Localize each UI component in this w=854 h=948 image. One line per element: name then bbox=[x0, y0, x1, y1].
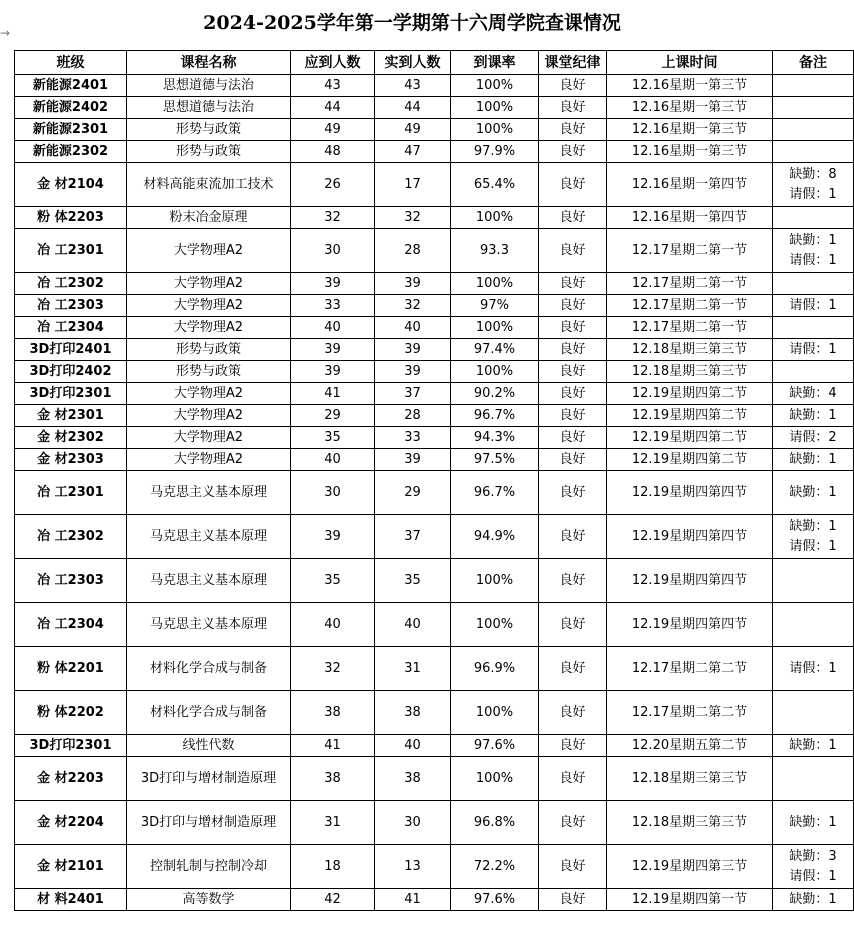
expected-cell: 39 bbox=[291, 339, 375, 361]
time-cell: 12.16星期一第四节 bbox=[607, 163, 773, 207]
discipline-cell: 良好 bbox=[539, 427, 607, 449]
note-line: 请假：1 bbox=[789, 186, 837, 202]
rate-cell: 100% bbox=[451, 75, 539, 97]
expected-cell: 38 bbox=[291, 691, 375, 735]
time-cell: 12.17星期二第一节 bbox=[607, 273, 773, 295]
time-cell: 12.17星期二第一节 bbox=[607, 295, 773, 317]
note-line: 请假：1 bbox=[789, 298, 837, 313]
actual-cell: 17 bbox=[375, 163, 451, 207]
discipline-cell: 良好 bbox=[539, 273, 607, 295]
note-cell bbox=[773, 845, 854, 889]
course-cell: 控制轧制与控制冷却 bbox=[127, 845, 291, 889]
rate-cell: 100% bbox=[451, 97, 539, 119]
rate-cell: 100% bbox=[451, 559, 539, 603]
course-cell: 马克思主义基本原理 bbox=[127, 603, 291, 647]
header-expected: 应到人数 bbox=[291, 51, 375, 75]
actual-cell: 30 bbox=[375, 801, 451, 845]
discipline-cell: 良好 bbox=[539, 449, 607, 471]
rate-cell: 100% bbox=[451, 757, 539, 801]
arrow-icon: → bbox=[0, 26, 11, 40]
note-cell bbox=[773, 361, 854, 383]
note-cell bbox=[773, 405, 854, 427]
class-cell: 新能源2302 bbox=[15, 141, 127, 163]
table-row bbox=[15, 273, 854, 295]
actual-cell: 28 bbox=[375, 405, 451, 427]
rate-cell: 100% bbox=[451, 361, 539, 383]
table-row bbox=[15, 295, 854, 317]
course-cell: 思想道德与法治 bbox=[127, 97, 291, 119]
note-cell bbox=[773, 801, 854, 845]
table-row bbox=[15, 449, 854, 471]
note-cell bbox=[773, 471, 854, 515]
course-cell: 大学物理A2 bbox=[127, 405, 291, 427]
rate-cell: 97% bbox=[451, 295, 539, 317]
course-cell: 粉末冶金原理 bbox=[127, 207, 291, 229]
header-note: 备注 bbox=[773, 51, 854, 75]
expected-cell: 18 bbox=[291, 845, 375, 889]
actual-cell: 40 bbox=[375, 735, 451, 757]
class-cell: 冶 工2303 bbox=[15, 295, 127, 317]
time-cell: 12.18星期三第三节 bbox=[607, 339, 773, 361]
table-row bbox=[15, 97, 854, 119]
table-row bbox=[15, 141, 854, 163]
header-actual: 实到人数 bbox=[375, 51, 451, 75]
note-cell bbox=[773, 141, 854, 163]
time-cell: 12.19星期四第三节 bbox=[607, 845, 773, 889]
discipline-cell: 良好 bbox=[539, 163, 607, 207]
expected-cell: 35 bbox=[291, 427, 375, 449]
attendance-table bbox=[14, 50, 854, 911]
discipline-cell: 良好 bbox=[539, 405, 607, 427]
header-course: 课程名称 bbox=[127, 51, 291, 75]
rate-cell: 97.4% bbox=[451, 339, 539, 361]
rate-cell: 97.5% bbox=[451, 449, 539, 471]
expected-cell: 33 bbox=[291, 295, 375, 317]
rate-cell: 96.7% bbox=[451, 471, 539, 515]
table-row bbox=[15, 361, 854, 383]
class-cell: 新能源2301 bbox=[15, 119, 127, 141]
course-cell: 材料高能束流加工技术 bbox=[127, 163, 291, 207]
actual-cell: 40 bbox=[375, 603, 451, 647]
table-row bbox=[15, 75, 854, 97]
time-cell: 12.17星期二第二节 bbox=[607, 691, 773, 735]
expected-cell: 39 bbox=[291, 361, 375, 383]
course-cell: 大学物理A2 bbox=[127, 449, 291, 471]
time-cell: 12.19星期四第二节 bbox=[607, 383, 773, 405]
expected-cell: 40 bbox=[291, 603, 375, 647]
note-cell bbox=[773, 515, 854, 559]
time-cell: 12.18星期三第三节 bbox=[607, 801, 773, 845]
note-cell bbox=[773, 229, 854, 273]
table-row bbox=[15, 735, 854, 757]
actual-cell: 43 bbox=[375, 75, 451, 97]
rate-cell: 97.9% bbox=[451, 141, 539, 163]
rate-cell: 93.3 bbox=[451, 229, 539, 273]
expected-cell: 32 bbox=[291, 207, 375, 229]
class-cell: 冶 工2302 bbox=[15, 515, 127, 559]
note-cell bbox=[773, 97, 854, 119]
discipline-cell: 良好 bbox=[539, 691, 607, 735]
time-cell: 12.17星期二第二节 bbox=[607, 647, 773, 691]
expected-cell: 49 bbox=[291, 119, 375, 141]
discipline-cell: 良好 bbox=[539, 889, 607, 911]
discipline-cell: 良好 bbox=[539, 735, 607, 757]
table-row bbox=[15, 515, 854, 559]
course-cell: 大学物理A2 bbox=[127, 273, 291, 295]
expected-cell: 30 bbox=[291, 471, 375, 515]
discipline-cell: 良好 bbox=[539, 471, 607, 515]
time-cell: 12.16星期一第三节 bbox=[607, 141, 773, 163]
table-row bbox=[15, 845, 854, 889]
class-cell: 粉 体2202 bbox=[15, 691, 127, 735]
note-cell bbox=[773, 273, 854, 295]
actual-cell: 28 bbox=[375, 229, 451, 273]
course-cell: 马克思主义基本原理 bbox=[127, 515, 291, 559]
discipline-cell: 良好 bbox=[539, 141, 607, 163]
table-row bbox=[15, 317, 854, 339]
actual-cell: 33 bbox=[375, 427, 451, 449]
class-cell: 冶 工2304 bbox=[15, 603, 127, 647]
rate-cell: 65.4% bbox=[451, 163, 539, 207]
time-cell: 12.17星期二第一节 bbox=[607, 229, 773, 273]
note-line: 缺勤：1 bbox=[789, 814, 837, 830]
table-row bbox=[15, 889, 854, 911]
course-cell: 大学物理A2 bbox=[127, 229, 291, 273]
rate-cell: 96.7% bbox=[451, 405, 539, 427]
discipline-cell: 良好 bbox=[539, 207, 607, 229]
table-row bbox=[15, 163, 854, 207]
note-cell bbox=[773, 317, 854, 339]
time-cell: 12.19星期四第二节 bbox=[607, 427, 773, 449]
time-cell: 12.18星期三第三节 bbox=[607, 757, 773, 801]
discipline-cell: 良好 bbox=[539, 603, 607, 647]
course-cell: 马克思主义基本原理 bbox=[127, 471, 291, 515]
note-line: 请假：2 bbox=[789, 430, 837, 445]
class-cell: 金 材2104 bbox=[15, 163, 127, 207]
rate-cell: 96.8% bbox=[451, 801, 539, 845]
actual-cell: 38 bbox=[375, 691, 451, 735]
table-row bbox=[15, 603, 854, 647]
actual-cell: 39 bbox=[375, 361, 451, 383]
discipline-cell: 良好 bbox=[539, 361, 607, 383]
note-line: 缺勤：3 bbox=[789, 848, 837, 864]
expected-cell: 31 bbox=[291, 801, 375, 845]
class-cell: 新能源2402 bbox=[15, 97, 127, 119]
note-line: 缺勤：4 bbox=[789, 386, 837, 401]
actual-cell: 29 bbox=[375, 471, 451, 515]
table-row bbox=[15, 559, 854, 603]
class-cell: 冶 工2302 bbox=[15, 273, 127, 295]
discipline-cell: 良好 bbox=[539, 97, 607, 119]
discipline-cell: 良好 bbox=[539, 339, 607, 361]
time-cell: 12.19星期四第四节 bbox=[607, 515, 773, 559]
note-cell bbox=[773, 889, 854, 911]
class-cell: 冶 工2301 bbox=[15, 229, 127, 273]
time-cell: 12.19星期四第四节 bbox=[607, 471, 773, 515]
course-cell: 形势与政策 bbox=[127, 339, 291, 361]
class-cell: 金 材2101 bbox=[15, 845, 127, 889]
table-row bbox=[15, 405, 854, 427]
expected-cell: 41 bbox=[291, 383, 375, 405]
rate-cell: 100% bbox=[451, 207, 539, 229]
note-line: 缺勤：1 bbox=[789, 484, 837, 500]
time-cell: 12.16星期一第三节 bbox=[607, 97, 773, 119]
expected-cell: 30 bbox=[291, 229, 375, 273]
expected-cell: 29 bbox=[291, 405, 375, 427]
rate-cell: 72.2% bbox=[451, 845, 539, 889]
rate-cell: 90.2% bbox=[451, 383, 539, 405]
discipline-cell: 良好 bbox=[539, 383, 607, 405]
rate-cell: 97.6% bbox=[451, 735, 539, 757]
note-cell bbox=[773, 757, 854, 801]
table-row bbox=[15, 207, 854, 229]
note-line: 缺勤：1 bbox=[789, 408, 837, 423]
table-header-row bbox=[15, 51, 854, 75]
note-line: 缺勤：1 bbox=[789, 452, 837, 467]
actual-cell: 32 bbox=[375, 207, 451, 229]
class-cell: 新能源2401 bbox=[15, 75, 127, 97]
course-cell: 马克思主义基本原理 bbox=[127, 559, 291, 603]
note-cell bbox=[773, 603, 854, 647]
course-cell: 高等数学 bbox=[127, 889, 291, 911]
actual-cell: 44 bbox=[375, 97, 451, 119]
time-cell: 12.19星期四第四节 bbox=[607, 603, 773, 647]
actual-cell: 32 bbox=[375, 295, 451, 317]
course-cell: 材料化学合成与制备 bbox=[127, 647, 291, 691]
note-cell bbox=[773, 735, 854, 757]
course-cell: 思想道德与法治 bbox=[127, 75, 291, 97]
class-cell: 粉 体2201 bbox=[15, 647, 127, 691]
expected-cell: 41 bbox=[291, 735, 375, 757]
note-line: 缺勤：1 bbox=[789, 232, 837, 248]
class-cell: 金 材2303 bbox=[15, 449, 127, 471]
expected-cell: 40 bbox=[291, 449, 375, 471]
page-title: 2024-2025学年第一学期第十六周学院查课情况 bbox=[203, 12, 621, 34]
discipline-cell: 良好 bbox=[539, 317, 607, 339]
actual-cell: 37 bbox=[375, 515, 451, 559]
header-discipline: 课堂纪律 bbox=[539, 51, 607, 75]
rate-cell: 100% bbox=[451, 691, 539, 735]
rate-cell: 97.6% bbox=[451, 889, 539, 911]
class-cell: 金 材2204 bbox=[15, 801, 127, 845]
time-cell: 12.19星期四第一节 bbox=[607, 889, 773, 911]
rate-cell: 94.3% bbox=[451, 427, 539, 449]
discipline-cell: 良好 bbox=[539, 119, 607, 141]
note-cell bbox=[773, 75, 854, 97]
time-cell: 12.16星期一第四节 bbox=[607, 207, 773, 229]
rate-cell: 100% bbox=[451, 317, 539, 339]
course-cell: 大学物理A2 bbox=[127, 317, 291, 339]
expected-cell: 26 bbox=[291, 163, 375, 207]
note-line: 缺勤：1 bbox=[789, 738, 837, 753]
time-cell: 12.18星期三第三节 bbox=[607, 361, 773, 383]
course-cell: 形势与政策 bbox=[127, 141, 291, 163]
expected-cell: 39 bbox=[291, 515, 375, 559]
note-cell bbox=[773, 207, 854, 229]
class-cell: 3D打印2301 bbox=[15, 735, 127, 757]
expected-cell: 39 bbox=[291, 273, 375, 295]
actual-cell: 31 bbox=[375, 647, 451, 691]
note-line: 请假：1 bbox=[789, 868, 837, 884]
note-cell bbox=[773, 339, 854, 361]
rate-cell: 96.9% bbox=[451, 647, 539, 691]
time-cell: 12.17星期二第一节 bbox=[607, 317, 773, 339]
actual-cell: 39 bbox=[375, 449, 451, 471]
note-cell bbox=[773, 449, 854, 471]
actual-cell: 39 bbox=[375, 339, 451, 361]
table-row bbox=[15, 119, 854, 141]
time-cell: 12.20星期五第二节 bbox=[607, 735, 773, 757]
discipline-cell: 良好 bbox=[539, 647, 607, 691]
expected-cell: 40 bbox=[291, 317, 375, 339]
note-line: 缺勤：1 bbox=[789, 892, 837, 907]
note-cell bbox=[773, 119, 854, 141]
note-cell bbox=[773, 295, 854, 317]
note-cell bbox=[773, 647, 854, 691]
rate-cell: 94.9% bbox=[451, 515, 539, 559]
note-cell bbox=[773, 559, 854, 603]
expected-cell: 44 bbox=[291, 97, 375, 119]
course-cell: 线性代数 bbox=[127, 735, 291, 757]
class-cell: 材 料2401 bbox=[15, 889, 127, 911]
time-cell: 12.19星期四第四节 bbox=[607, 559, 773, 603]
expected-cell: 32 bbox=[291, 647, 375, 691]
course-cell: 形势与政策 bbox=[127, 119, 291, 141]
discipline-cell: 良好 bbox=[539, 229, 607, 273]
class-cell: 3D打印2301 bbox=[15, 383, 127, 405]
actual-cell: 49 bbox=[375, 119, 451, 141]
note-line: 请假：1 bbox=[789, 252, 837, 268]
class-cell: 冶 工2303 bbox=[15, 559, 127, 603]
note-cell bbox=[773, 691, 854, 735]
table-row bbox=[15, 801, 854, 845]
class-cell: 冶 工2304 bbox=[15, 317, 127, 339]
header-class: 班级 bbox=[15, 51, 127, 75]
table-row bbox=[15, 427, 854, 449]
note-line: 缺勤：8 bbox=[789, 166, 837, 182]
table-row bbox=[15, 691, 854, 735]
table-row bbox=[15, 339, 854, 361]
discipline-cell: 良好 bbox=[539, 75, 607, 97]
table-row bbox=[15, 757, 854, 801]
note-line: 请假：1 bbox=[789, 660, 837, 676]
note-line: 请假：1 bbox=[789, 538, 837, 554]
expected-cell: 48 bbox=[291, 141, 375, 163]
rate-cell: 100% bbox=[451, 273, 539, 295]
expected-cell: 43 bbox=[291, 75, 375, 97]
course-cell: 材料化学合成与制备 bbox=[127, 691, 291, 735]
discipline-cell: 良好 bbox=[539, 845, 607, 889]
header-rate: 到课率 bbox=[451, 51, 539, 75]
class-cell: 金 材2203 bbox=[15, 757, 127, 801]
discipline-cell: 良好 bbox=[539, 801, 607, 845]
actual-cell: 40 bbox=[375, 317, 451, 339]
class-cell: 金 材2302 bbox=[15, 427, 127, 449]
time-cell: 12.16星期一第三节 bbox=[607, 75, 773, 97]
discipline-cell: 良好 bbox=[539, 559, 607, 603]
class-cell: 3D打印2402 bbox=[15, 361, 127, 383]
header-time: 上课时间 bbox=[607, 51, 773, 75]
actual-cell: 38 bbox=[375, 757, 451, 801]
expected-cell: 35 bbox=[291, 559, 375, 603]
actual-cell: 37 bbox=[375, 383, 451, 405]
discipline-cell: 良好 bbox=[539, 295, 607, 317]
table-row bbox=[15, 647, 854, 691]
rate-cell: 100% bbox=[451, 119, 539, 141]
class-cell: 金 材2301 bbox=[15, 405, 127, 427]
time-cell: 12.19星期四第二节 bbox=[607, 405, 773, 427]
course-cell: 3D打印与增材制造原理 bbox=[127, 757, 291, 801]
note-cell bbox=[773, 383, 854, 405]
table-row bbox=[15, 471, 854, 515]
discipline-cell: 良好 bbox=[539, 757, 607, 801]
discipline-cell: 良好 bbox=[539, 515, 607, 559]
table-row bbox=[15, 229, 854, 273]
time-cell: 12.19星期四第二节 bbox=[607, 449, 773, 471]
course-cell: 大学物理A2 bbox=[127, 383, 291, 405]
class-cell: 粉 体2203 bbox=[15, 207, 127, 229]
rate-cell: 100% bbox=[451, 603, 539, 647]
class-cell: 冶 工2301 bbox=[15, 471, 127, 515]
note-cell bbox=[773, 427, 854, 449]
course-cell: 形势与政策 bbox=[127, 361, 291, 383]
note-cell bbox=[773, 163, 854, 207]
actual-cell: 39 bbox=[375, 273, 451, 295]
time-cell: 12.16星期一第三节 bbox=[607, 119, 773, 141]
actual-cell: 13 bbox=[375, 845, 451, 889]
note-line: 缺勤：1 bbox=[789, 518, 837, 534]
course-cell: 大学物理A2 bbox=[127, 295, 291, 317]
actual-cell: 47 bbox=[375, 141, 451, 163]
class-cell: 3D打印2401 bbox=[15, 339, 127, 361]
expected-cell: 38 bbox=[291, 757, 375, 801]
course-cell: 3D打印与增材制造原理 bbox=[127, 801, 291, 845]
actual-cell: 35 bbox=[375, 559, 451, 603]
course-cell: 大学物理A2 bbox=[127, 427, 291, 449]
table-row bbox=[15, 383, 854, 405]
actual-cell: 41 bbox=[375, 889, 451, 911]
expected-cell: 42 bbox=[291, 889, 375, 911]
note-line: 请假：1 bbox=[789, 342, 837, 357]
